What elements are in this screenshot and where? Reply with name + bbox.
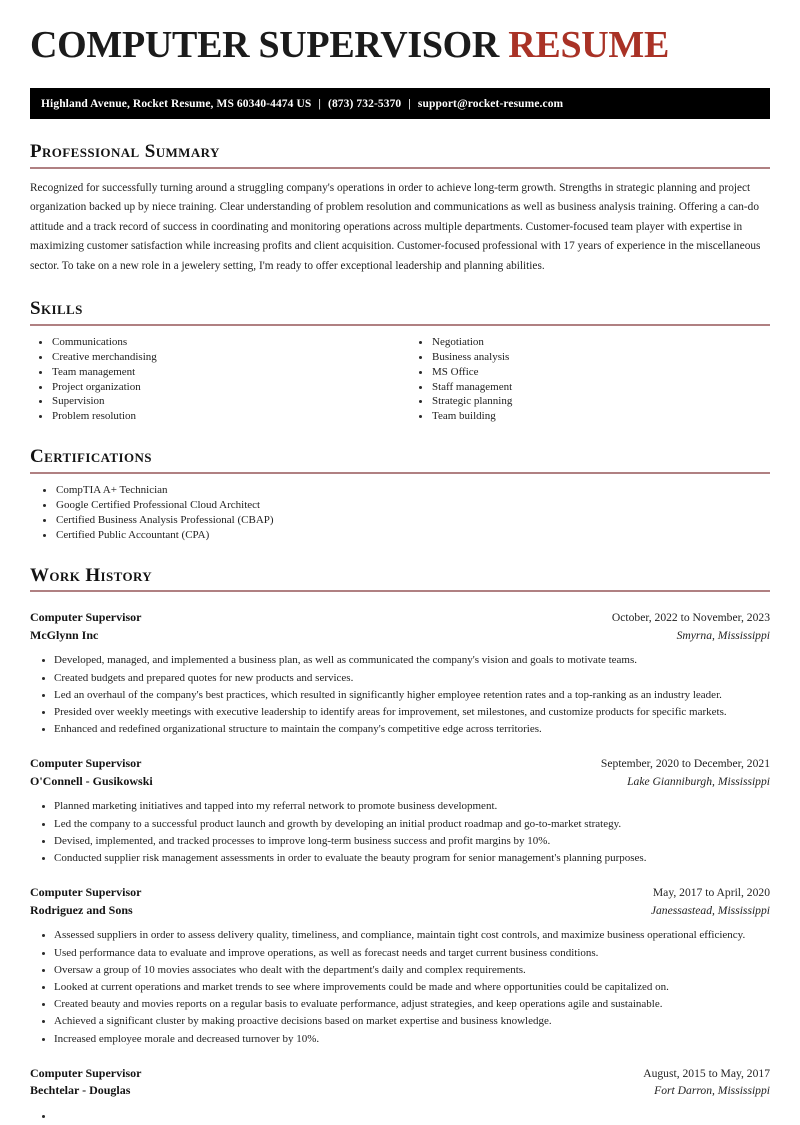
contact-separator-2: | (408, 97, 411, 110)
section-heading-skills: Skills (30, 298, 83, 320)
work-history-entry (30, 884, 770, 1047)
job-title: Computer Supervisor (30, 1065, 142, 1080)
job-company-row (30, 627, 770, 645)
page-title (30, 0, 770, 64)
job-company-row (30, 1082, 770, 1100)
job-location: Smyrna, Mississippi (676, 628, 770, 642)
list-item: Increased employee morale and decreased turnover by 10%. (30, 1031, 770, 1048)
list-item: MS Office (400, 365, 770, 380)
skills-column-left (30, 335, 400, 424)
job-location: Fort Darron, Mississippi (654, 1084, 770, 1098)
job-title-row (30, 884, 770, 902)
list-item: Team management (30, 365, 400, 380)
list-item: Looked at current operations and market trends to see where improvements could be made and where opportunities could be capitalized on. (30, 979, 770, 996)
section-heading-certifications: Certifications (30, 445, 152, 467)
job-title-row (30, 755, 770, 773)
section-divider-certifications (30, 472, 770, 474)
list-item: Assessed suppliers in order to assess delivery quality, timeliness, and compliance, maintain tight cost controls, and maximize business operational efficiency. (30, 927, 770, 944)
section-divider-summary (30, 167, 770, 169)
work-history-entry (30, 609, 770, 738)
skills-list-left (30, 335, 400, 424)
list-item: Strategic planning (400, 394, 770, 409)
job-company-row (30, 773, 770, 791)
section-divider-work-history (30, 590, 770, 592)
job-location: Lake Gianniburgh, Mississippi (627, 774, 770, 788)
job-dates: October, 2022 to November, 2023 (611, 611, 770, 625)
page-title-accent: RESUME (508, 24, 670, 66)
job-location: Janessastead, Mississippi (650, 903, 770, 917)
summary-text: Recognized for successfully turning around a struggling company's operations in order to achieve long-term growth. Strengths in strategic planning and project organization backed up by niece training. Clear understanding of problem resolution and communications as well as business analysis training. Offering a can-do attitude and a track record of success in coordinating and monitoring operations across multiple departments. Customer-focused team player with expertise in maximizing customer satisfaction while increasing profits and client acquisition. Customer-focused professional with 17 years of experience in the miscellaneous sector. To take on a new role in a jewelery setting, I'm ready to offer exceptional leadership and planning abilities. (30, 181, 761, 272)
work-history-entry (30, 755, 770, 867)
list-item: Led an overhaul of the company's best practices, which resulted in significantly higher employee retention rates and a top-ranking as an industry leader. (30, 687, 770, 704)
list-item: Problem resolution (30, 409, 400, 424)
contact-phone[interactable]: (873) 732-5370 (328, 97, 402, 110)
job-dates: May, 2017 to April, 2020 (652, 886, 770, 900)
list-item: Planned marketing initiatives and tapped into my referral network to promote business development. (30, 798, 770, 815)
contact-separator-1: | (318, 97, 322, 110)
list-item: Business analysis (400, 350, 770, 365)
list-item: Certified Public Accountant (CPA) (30, 528, 770, 543)
job-company-row (30, 902, 770, 920)
job-title: Computer Supervisor (30, 756, 142, 771)
job-bullets (30, 1108, 770, 1125)
list-item: Staff management (400, 380, 770, 395)
list-item: Google Certified Professional Cloud Architect (30, 498, 770, 513)
contact-bar (30, 88, 770, 119)
list-item: Oversaw a group of 10 movies associates who dealt with the department's daily and complex requirements. (30, 962, 770, 979)
list-item: Communications (30, 335, 400, 350)
contact-address: Highland Avenue, Rocket Resume, MS 60340-4474 US (41, 97, 312, 110)
list-item: Team building (400, 409, 770, 424)
skills-column-right (400, 335, 770, 424)
job-company: O'Connell - Gusikowski (30, 773, 153, 788)
job-dates: September, 2020 to December, 2021 (600, 757, 770, 771)
list-item (30, 1108, 770, 1125)
page-title-main: COMPUTER SUPERVISOR (30, 24, 500, 66)
certifications-list (30, 483, 770, 544)
skills-list-right (400, 335, 770, 424)
list-item: Achieved a significant cluster by making proactive decisions based on market expertise and business knowledge. (30, 1013, 770, 1030)
list-item: Created budgets and prepared quotes for new products and services. (30, 670, 770, 687)
list-item: Developed, managed, and implemented a business plan, as well as communicated the company's vision and goals to motivate teams. (30, 652, 770, 669)
job-company: McGlynn Inc (30, 627, 99, 642)
section-divider-skills (30, 324, 770, 326)
section-professional-summary (30, 141, 770, 276)
list-item: Led the company to a successful product launch and growth by developing an initial product roadmap and go-to-market strategy. (30, 816, 770, 833)
list-item: Presided over weekly meetings with executive leadership to identify areas for improvement, set milestones, and customize products for specific markets. (30, 704, 770, 721)
job-title-row (30, 1065, 770, 1083)
list-item: Certified Business Analysis Professional (CBAP) (30, 513, 770, 528)
list-item: Enhanced and redefined organizational structure to maintain the company's competitive edge across territories. (30, 721, 770, 738)
job-bullets (30, 927, 770, 1047)
job-dates: August, 2015 to May, 2017 (643, 1066, 770, 1080)
list-item: Used performance data to evaluate and improve operations, as well as forecast needs and target current business conditions. (30, 945, 770, 962)
job-company: Rodriguez and Sons (30, 902, 133, 917)
contact-email[interactable]: support@rocket-resume.com (417, 97, 564, 110)
list-item: CompTIA A+ Technician (30, 483, 770, 498)
work-history-entry (30, 1065, 770, 1125)
list-item: Project organization (30, 380, 400, 395)
skills-grid (30, 335, 770, 424)
list-item: Supervision (30, 394, 400, 409)
section-certifications (30, 446, 770, 544)
job-bullets (30, 798, 770, 867)
section-work-history (30, 565, 770, 1125)
list-item: Devised, implemented, and tracked processes to improve long-term business success and profit margins by 10%. (30, 833, 770, 850)
job-company: Bechtelar - Douglas (30, 1083, 131, 1098)
job-title: Computer Supervisor (30, 610, 142, 625)
list-item: Negotiation (400, 335, 770, 350)
job-bullets (30, 652, 770, 738)
section-skills (30, 298, 770, 424)
job-title: Computer Supervisor (30, 885, 142, 900)
section-heading-work-history: Work History (30, 564, 153, 586)
list-item: Creative merchandising (30, 350, 400, 365)
section-heading-summary: Professional Summary (30, 141, 220, 162)
job-title-row (30, 609, 770, 627)
list-item: Conducted supplier risk management assessments in order to evaluate the beauty program for senior management's planning purposes. (30, 850, 770, 867)
list-item: Created beauty and movies reports on a regular basis to evaluate performance, adjust strategies, and keep operations agile and sustainable. (30, 996, 770, 1013)
